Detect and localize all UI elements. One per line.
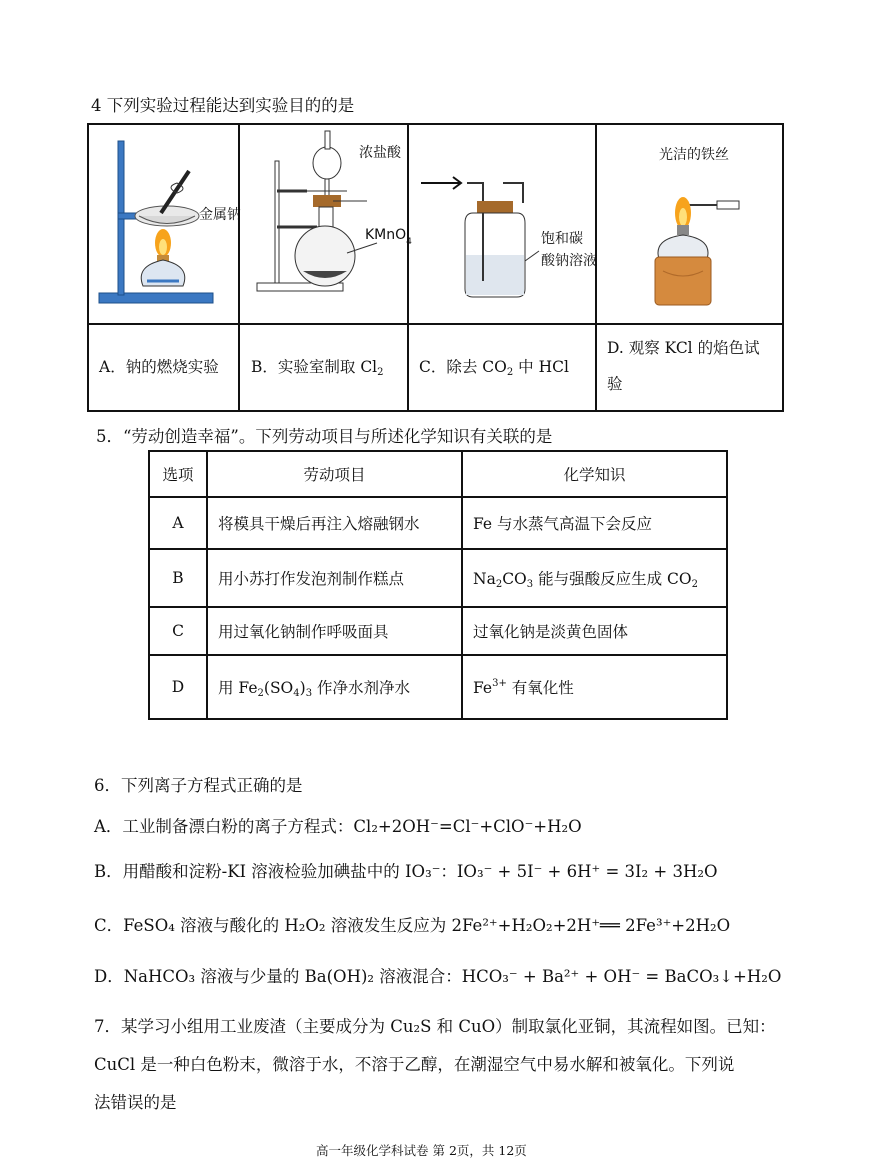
page-footer: 高一年级化学科试卷 第 2页，共 12页 [316,1143,527,1158]
q5-row-c-option: C [149,607,207,655]
table-row [149,497,727,549]
label-metal-sodium: 金属钠 [199,207,241,223]
q4-option-d-line1: D. 观察 KCl 的焰色试 [607,339,760,357]
q4-option-c: C．除去 $CO_2$ 中 HCl [419,358,569,378]
table-row [149,549,727,607]
q5-row-c-knowledge: 过氧化钠是淡黄色固体 [462,607,727,655]
q6-option-b: B．用醋酸和淀粉-KI 溶液检验加碘盐中的 IO₃⁻：IO₃⁻ + 5I⁻ + 6H⁺ = 3I₂ + 3H₂O [94,862,718,881]
q6-option-a: A．工业制备漂白粉的离子方程式：Cl₂+2OH⁻=Cl⁻+ClO⁻+H₂O [94,817,582,836]
q6-stem: 6．下列离子方程式正确的是 [94,776,303,795]
label-sat-na2co3-line1: 饱和碳 [541,231,583,247]
q4-stem: 4 下列实验过程能达到实验目的的是 [91,96,355,115]
q7-line-1: 7．某学习小组用工业废渣（主要成分为 Cu₂S 和 CuO）制取氯化亚铜，其流程如图。已知： [94,1017,776,1036]
label-conc-hcl: 浓盐酸 [359,145,401,161]
q5-row-d-option: D [149,655,207,719]
q5-stem: 5．“劳动创造幸福”。下列劳动项目与所述化学知识有关联的是 [96,427,553,446]
q4-table [87,123,784,412]
q6-option-c: C．FeSO₄ 溶液与酸化的 H₂O₂ 溶液发生反应为 2Fe²⁺+H₂O₂+2H⁺══ 2Fe³⁺+2H₂O [94,916,731,935]
q5-row-b-labor: 用小苏打作发泡剂制作糕点 [207,549,462,607]
sodium-combustion-apparatus [91,131,251,321]
q4-option-b: B．实验室制取 $Cl_2$ [251,358,384,378]
q5-row-a-knowledge: Fe 与水蒸气高温下会反应 [462,497,727,549]
q7-line-3: 法错误的是 [94,1093,177,1112]
q5-header-option: 选项 [149,451,207,497]
q5-row-d-labor: 用 $Fe_2(SO_4)_3$ 作净水剂净水 [207,655,462,719]
label-clean-iron-wire: 光洁的铁丝 [659,147,729,163]
label-sat-na2co3-line2: 酸钠溶液 [541,253,597,269]
q5-row-a-option: A [149,497,207,549]
table-row [149,655,727,719]
gas-washing-bottle [413,131,597,321]
q7-line-2: CuCl 是一种白色粉末，微溶于水，不溶于乙醇，在潮湿空气中易水解和被氧化。下列说 [94,1055,735,1074]
table-row [149,607,727,655]
chlorine-preparation-apparatus [247,131,412,321]
flame-test-apparatus [607,131,777,321]
q5-header-labor: 劳动项目 [207,451,462,497]
q5-header-knowledge: 化学知识 [462,451,727,497]
q5-table [148,450,728,720]
label-kmno4: KMnO$_4$ [365,227,412,247]
q4-option-a: A．钠的燃烧实验 [99,358,219,376]
q5-row-d-knowledge: $Fe^{3+}$ 有氧化性 [462,655,727,719]
q4-option-d-line2: 验 [607,375,623,393]
q6-option-d: D．NaHCO₃ 溶液与少量的 Ba(OH)₂ 溶液混合：HCO₃⁻ + Ba²⁺ + OH⁻ = BaCO₃↓+H₂O [94,967,782,986]
q5-row-b-knowledge: $Na_2CO_3$ 能与强酸反应生成 $CO_2$ [462,549,727,607]
q5-row-b-option: B [149,549,207,607]
q5-row-a-labor: 将模具干燥后再注入熔融钢水 [207,497,462,549]
q5-header-row [149,451,727,497]
q5-row-c-labor: 用过氧化钠制作呼吸面具 [207,607,462,655]
